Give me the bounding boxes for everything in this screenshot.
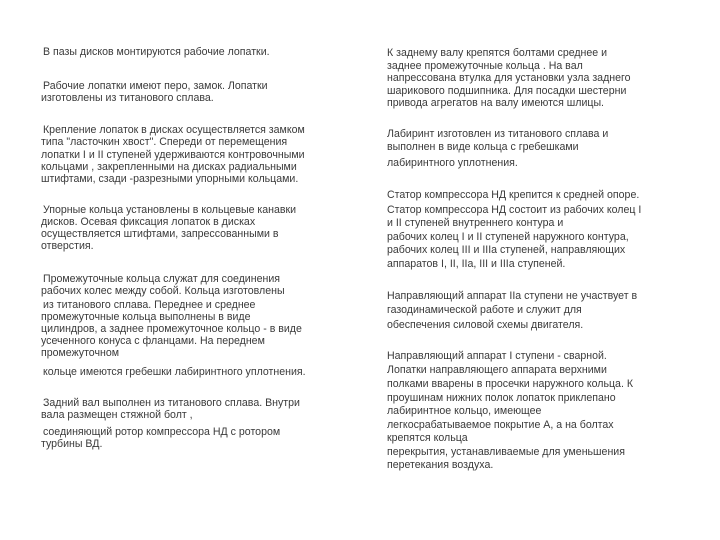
text-line: кольцами , закрепленными на дисках радиальными — [41, 161, 297, 173]
text-line: К заднему валу крепятся болтами среднее и — [387, 47, 608, 59]
text-line: легкосрабатываемое покрытие А, а на болтах — [387, 419, 614, 431]
text-line: лопатки I и II ступеней удерживаются контровочными — [41, 149, 305, 161]
text-line: напрессована втулка для установки узла заднего — [387, 72, 631, 84]
text-line: отверстия. — [41, 240, 94, 252]
text-line: Статор компрессора НД состоит из рабочих колец I — [387, 204, 642, 216]
text-line: Рабочие лопатки имеют перо, замок. Лопатки — [43, 80, 268, 92]
text-line: крепятся кольца — [387, 432, 468, 444]
text-line: рабочих колес между собой. Кольца изготовлены — [41, 285, 285, 297]
text-line: Промежуточные кольца служат для соединения — [43, 273, 280, 285]
text-line: и II ступеней внутреннего контура и — [387, 217, 564, 229]
text-line: Крепление лопаток в дисках осуществляется замком — [43, 124, 305, 136]
text-line: турбины ВД. — [41, 438, 103, 450]
text-line: рабочих колец III и IIIa ступеней, направляющих — [387, 244, 626, 256]
text-line: соединяющий ротор компрессора НД с ротором — [43, 426, 281, 438]
text-line: В пазы дисков монтируются рабочие лопатки. — [43, 46, 270, 58]
text-line: промежуточные кольца выполнены в виде — [41, 311, 251, 323]
text-line: дисков. Осевая фиксация лопаток в дисках — [41, 216, 256, 228]
text-line: перекрытия, устанавливаемые для уменьшения — [387, 446, 625, 458]
text-line: цилиндров, а заднее промежуточное кольцо - в виде — [41, 323, 302, 335]
text-line: штифтами, сзади -разрезными упорными кольцами. — [41, 173, 299, 185]
text-line: из титанового сплава. Переднее и среднее — [43, 299, 256, 311]
text-line: газодинамической работе и служит для — [387, 304, 582, 316]
text-line: проушинам нижних полок лопаток приклепано — [387, 392, 616, 404]
text-line: Направляющий аппарат I ступени - сварной. — [387, 350, 607, 362]
text-line: заднее промежуточные кольца . На вал — [387, 60, 583, 72]
text-line: изготовлены из титанового сплава. — [41, 92, 214, 104]
text-line: Статор компрессора НД крепится к средней опоре. — [387, 189, 640, 201]
text-line: кольце имеются гребешки лабиринтного уплотнения. — [43, 366, 306, 378]
text-line: лабиринтное кольцо, имеющее — [387, 405, 542, 417]
text-line: полками вварены в просечки наружного кольца. К — [387, 378, 633, 390]
text-line: вала размещен стяжной болт , — [41, 409, 193, 421]
text-line: промежуточном — [41, 347, 120, 359]
text-line: Упорные кольца установлены в кольцевые канавки — [43, 204, 297, 216]
text-line: осуществляется штифтами, запрессованными в — [41, 228, 279, 240]
text-line: привода агрегатов на валу имеются шлицы. — [387, 97, 605, 109]
text-line: усеченного конуса с фланцами. На переднем — [41, 335, 265, 347]
text-line: шарикового подшипника. Для посадки шестерни — [387, 85, 627, 97]
text-line: обеспечения силовой схемы двигателя. — [387, 319, 584, 331]
text-line: типа "ласточкин хвост". Спереди от перемещения — [41, 136, 288, 148]
text-line: выполнен в виде кольца с гребешками — [387, 141, 579, 153]
text-line: Задний вал выполнен из титанового сплава. Внутри — [43, 397, 300, 409]
text-line: Лопатки направляющего аппарата верхними — [387, 364, 607, 376]
text-line: Направляющий аппарат IIa ступени не участвует в — [387, 290, 638, 302]
text-line: Лабиринт изготовлен из титанового сплава и — [387, 128, 609, 140]
text-line: лабиринтного уплотнения. — [387, 157, 518, 169]
text-line: перетекания воздуха. — [387, 459, 494, 471]
text-line: рабочих колец I и II ступеней наружного контура, — [387, 231, 629, 243]
text-line: аппаратов I, II, IIa, III и IIIa ступеней. — [387, 258, 566, 270]
